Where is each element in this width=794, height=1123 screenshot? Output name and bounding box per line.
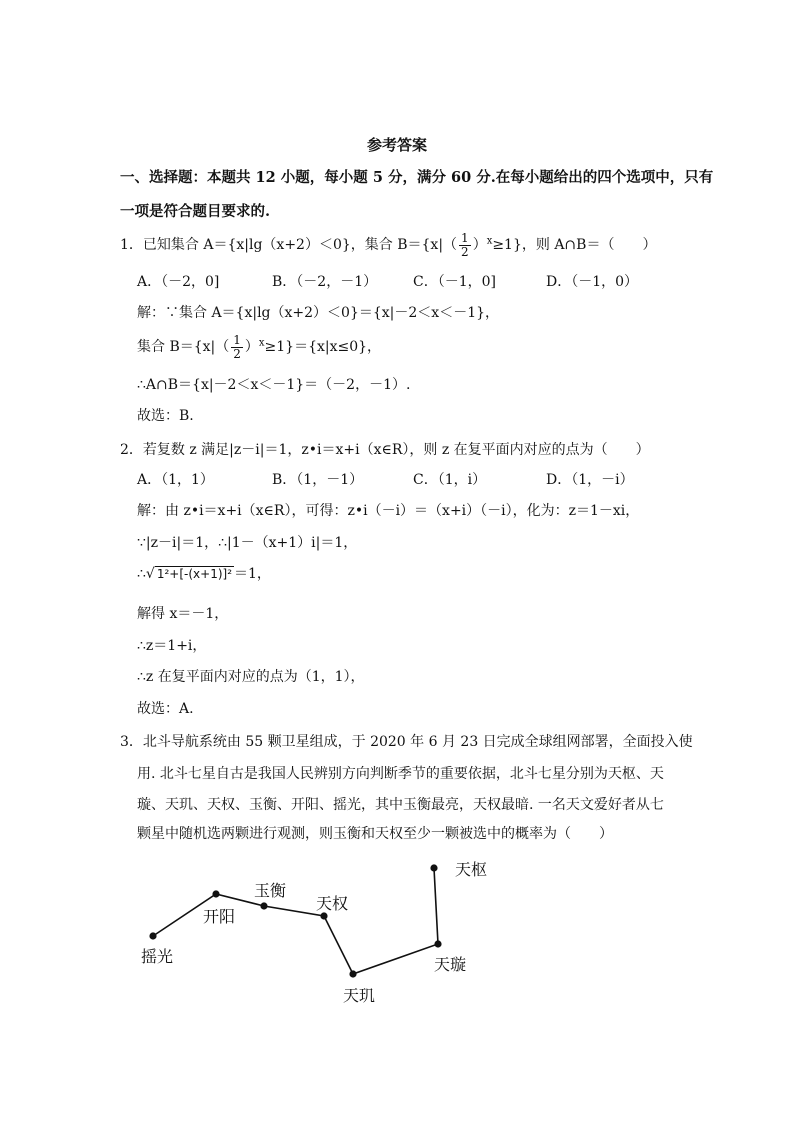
q1-answer: 故选：B. <box>137 408 194 424</box>
q1-stem-part-b: ） <box>472 237 487 254</box>
star-tianshu <box>430 864 437 871</box>
sqrt-icon: √ <box>145 566 155 582</box>
q2-option-b: B．（1，－1） <box>272 472 364 488</box>
q2-stem: 2．若复数 z 满足|z－i|＝1，z•i＝x+i（x∈R），则 z 在复平面内对应的点为（ ） <box>120 442 650 458</box>
q2-solution-line2: ∵|z－i|＝1，∴|1－（x+1）i|＝1， <box>137 535 358 551</box>
q3-stem-line2: 用. 北斗七星自古是我国人民辨别方向判断季节的重要依据，北斗七星分别为天枢、天 <box>137 766 664 782</box>
q2-sol3-radicand: 1²+[-(x+1)]² <box>156 567 233 581</box>
constellation-path <box>153 868 438 974</box>
q1-stem-part-a: 1．已知集合 A＝{x|lg（x+2）＜0}，集合 B＝{x|（ <box>120 237 458 254</box>
page-title: 参考答案 <box>366 136 427 154</box>
q2-option-d: D．（1，－i） <box>546 472 634 488</box>
label-yaoguang: 摇光 <box>141 947 174 966</box>
label-tianshu: 天枢 <box>455 860 488 879</box>
q1-frac-den: 2 <box>461 244 469 259</box>
section-heading-line2: 一项是符合题目要求的. <box>120 203 271 220</box>
q2-sol3-post: ＝1， <box>234 566 271 582</box>
label-yuheng: 玉衡 <box>254 881 287 900</box>
q2-option-c: C．（1，i） <box>413 472 487 488</box>
star-yaoguang <box>149 932 156 939</box>
label-kaiyang: 开阳 <box>203 907 236 926</box>
section-heading-line1: 一、选择题：本题共 12 小题，每小题 5 分，满分 60 分.在每小题给出的四个选项中，只有 <box>120 169 714 186</box>
q1-sol2-part-a: 集合 B＝{x|（ <box>137 339 230 356</box>
q1-option-a: A．（－2，0] <box>137 274 220 290</box>
q1-sol2-exponent: x <box>258 337 265 349</box>
q3-stem-line3: 璇、天玑、天权、玉衡、开阳、摇光，其中玉衡最亮，天权最暗. 一名天文爱好者从七 <box>137 797 664 813</box>
label-tianji: 天玑 <box>343 986 376 1005</box>
q2-solution-line6: ∴z 在复平面内对应的点为（1，1）， <box>137 669 365 685</box>
q1-sol2-part-b: ） <box>244 339 259 356</box>
q3-stem-line4: 颗星中随机选两颗进行观测，则玉衡和天权至少一颗被选中的概率为（ ） <box>137 826 613 842</box>
q2-answer: 故选：A. <box>137 701 194 717</box>
q2-solution-line1: 解：由 z•i＝x+i（x∈R），可得：z•i（－i）＝（x+i）（－i），化为：z＝1－xi， <box>137 503 640 519</box>
q1-option-d: D．（－1，0） <box>546 274 639 290</box>
star-yuheng <box>260 902 267 909</box>
label-tianquan: 天权 <box>316 894 349 913</box>
q2-solution-line4: 解得 x＝－1， <box>137 606 229 622</box>
q1-sol2-frac-num: 1 <box>233 333 241 347</box>
q1-solution-line3: ∴A∩B＝{x|－2＜x＜－1}＝（－2，－1）. <box>137 377 411 393</box>
q1-solution-line1: 解：∵集合 A＝{x|lg（x+2）＜0}＝{x|－2＜x＜－1}， <box>137 305 500 321</box>
q2-sol3-pre: ∴ <box>137 566 146 582</box>
q1-stem-exponent: x <box>486 235 493 247</box>
star-tianji <box>349 970 356 977</box>
q3-stem-line1: 3．北斗导航系统由 55 颗卫星组成，于 2020 年 6 月 23 日完成全球组网部署，全面投入使 <box>120 734 693 750</box>
q1-frac-num: 1 <box>461 231 469 245</box>
q1-sol2-part-c: ≥1}＝{x|x≤0}， <box>264 339 382 356</box>
q1-sol2-frac-den: 2 <box>233 346 241 361</box>
star-kaiyang <box>212 890 219 897</box>
q2-solution-line5: ∴z＝1+i， <box>137 638 207 654</box>
q2-option-a: A．（1，1） <box>137 472 214 488</box>
label-tianxuan: 天璇 <box>434 955 467 974</box>
q1-stem-part-c: ≥1}，则 A∩B＝（ ） <box>492 237 657 254</box>
q1-option-c: C．（－1，0] <box>413 274 496 290</box>
star-tianxuan <box>434 940 441 947</box>
q1-option-b: B．（－2，－1） <box>272 274 378 290</box>
